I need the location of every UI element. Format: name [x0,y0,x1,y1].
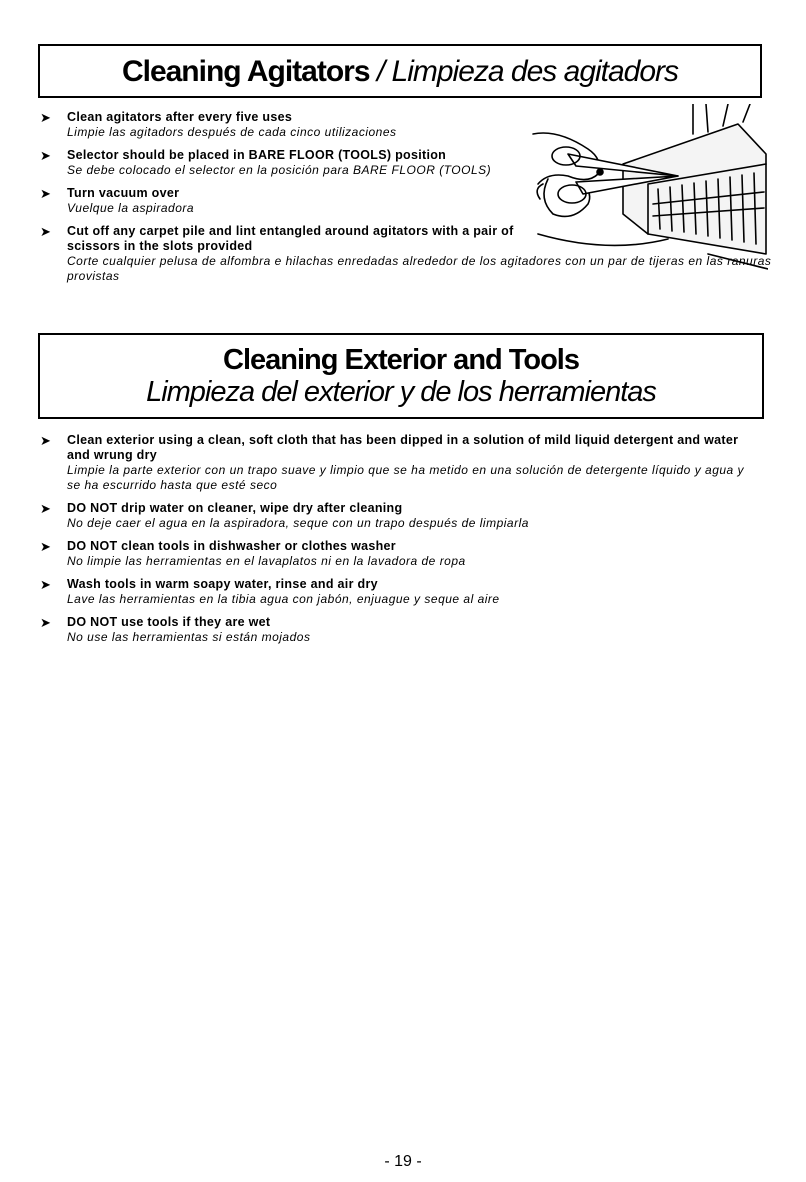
instruction-english: Clean exterior using a clean, soft cloth that has been dipped in a solution of mild liquid detergent and water and wrung dry [67,433,739,462]
list-item [40,433,760,493]
instruction-spanish: Lave las herramientas en la tibia agua con jabón, enjuague y seque al aire [67,592,500,606]
list-item [40,501,760,531]
title-separator: / [369,55,392,88]
instruction-spanish: No limpie las herramientas en el lavaplatos ni en la lavadora de ropa [67,554,466,568]
instruction-english: Cut off any carpet pile and lint entangled around agitators with a pair of scissors in the slots provided [67,224,514,253]
title-english: Cleaning Agitators [121,55,370,88]
instruction-spanish: No deje caer el agua en la aspiradora, seque con un trapo después de limpiarla [67,516,529,530]
instruction-english: Wash tools in warm soapy water, rinse and air dry [67,577,378,591]
instruction-english: Clean agitators after every five uses [67,110,293,124]
list-item [40,186,520,216]
instruction-spanish: Se debe colocado el selector en la posición para BARE FLOOR (TOOLS) [67,163,492,177]
bullet-arrow-icon: ➤ [40,186,51,201]
page-number: - 19 - [384,1153,422,1170]
list-item [40,539,760,569]
exterior-tools-instructions-list [40,433,760,653]
bullet-arrow-icon: ➤ [40,615,51,630]
instruction-spanish: No use las herramientas si están mojados [67,630,311,644]
instruction-english: Selector should be placed in BARE FLOOR (TOOLS) position [67,148,447,162]
bullet-arrow-icon: ➤ [40,110,51,125]
bullet-arrow-icon: ➤ [40,539,51,554]
section-title-agitators [40,46,760,98]
list-item [40,577,760,607]
bullet-arrow-icon: ➤ [40,224,51,239]
instruction-spanish: Vuelque la aspiradora [67,201,195,215]
scissors-cutting-agitator-illustration [528,104,768,276]
section-title-exterior-english: Cleaning Exterior and Tools [223,344,579,376]
instruction-english: DO NOT drip water on cleaner, wipe dry after cleaning [67,501,403,515]
instruction-spanish: Limpie la parte exterior con un trapo suave y limpio que se ha metido en una solución de detergente líquido y agua y se ha escurrido hasta que esté seco [67,463,745,492]
instruction-english: Turn vacuum over [67,186,180,200]
list-item [40,224,772,284]
section-title-exterior-spanish: Limpieza del exterior y de los herramientas [146,376,656,408]
bullet-arrow-icon: ➤ [40,148,51,163]
instruction-english: DO NOT clean tools in dishwasher or clothes washer [67,539,396,553]
bullet-arrow-icon: ➤ [40,501,51,516]
list-item [40,615,760,645]
instruction-spanish: Corte cualquier pelusa de alfombra e hilachas enredadas alrededor de los agitadores con un par de tijeras en las ranuras provistas [67,254,772,283]
list-item [40,148,520,178]
title-spanish: Limpieza des agitadors [391,55,679,88]
section-cleaning-agitators-title-box [38,44,762,98]
instruction-spanish: Limpie las agitadors después de cada cinco utilizaciones [67,125,397,139]
agitator-instructions-list [40,110,772,292]
bullet-arrow-icon: ➤ [40,433,51,448]
bullet-arrow-icon: ➤ [40,577,51,592]
instruction-english: DO NOT use tools if they are wet [67,615,271,629]
list-item [40,110,520,140]
section-cleaning-exterior-title-box [38,333,764,419]
